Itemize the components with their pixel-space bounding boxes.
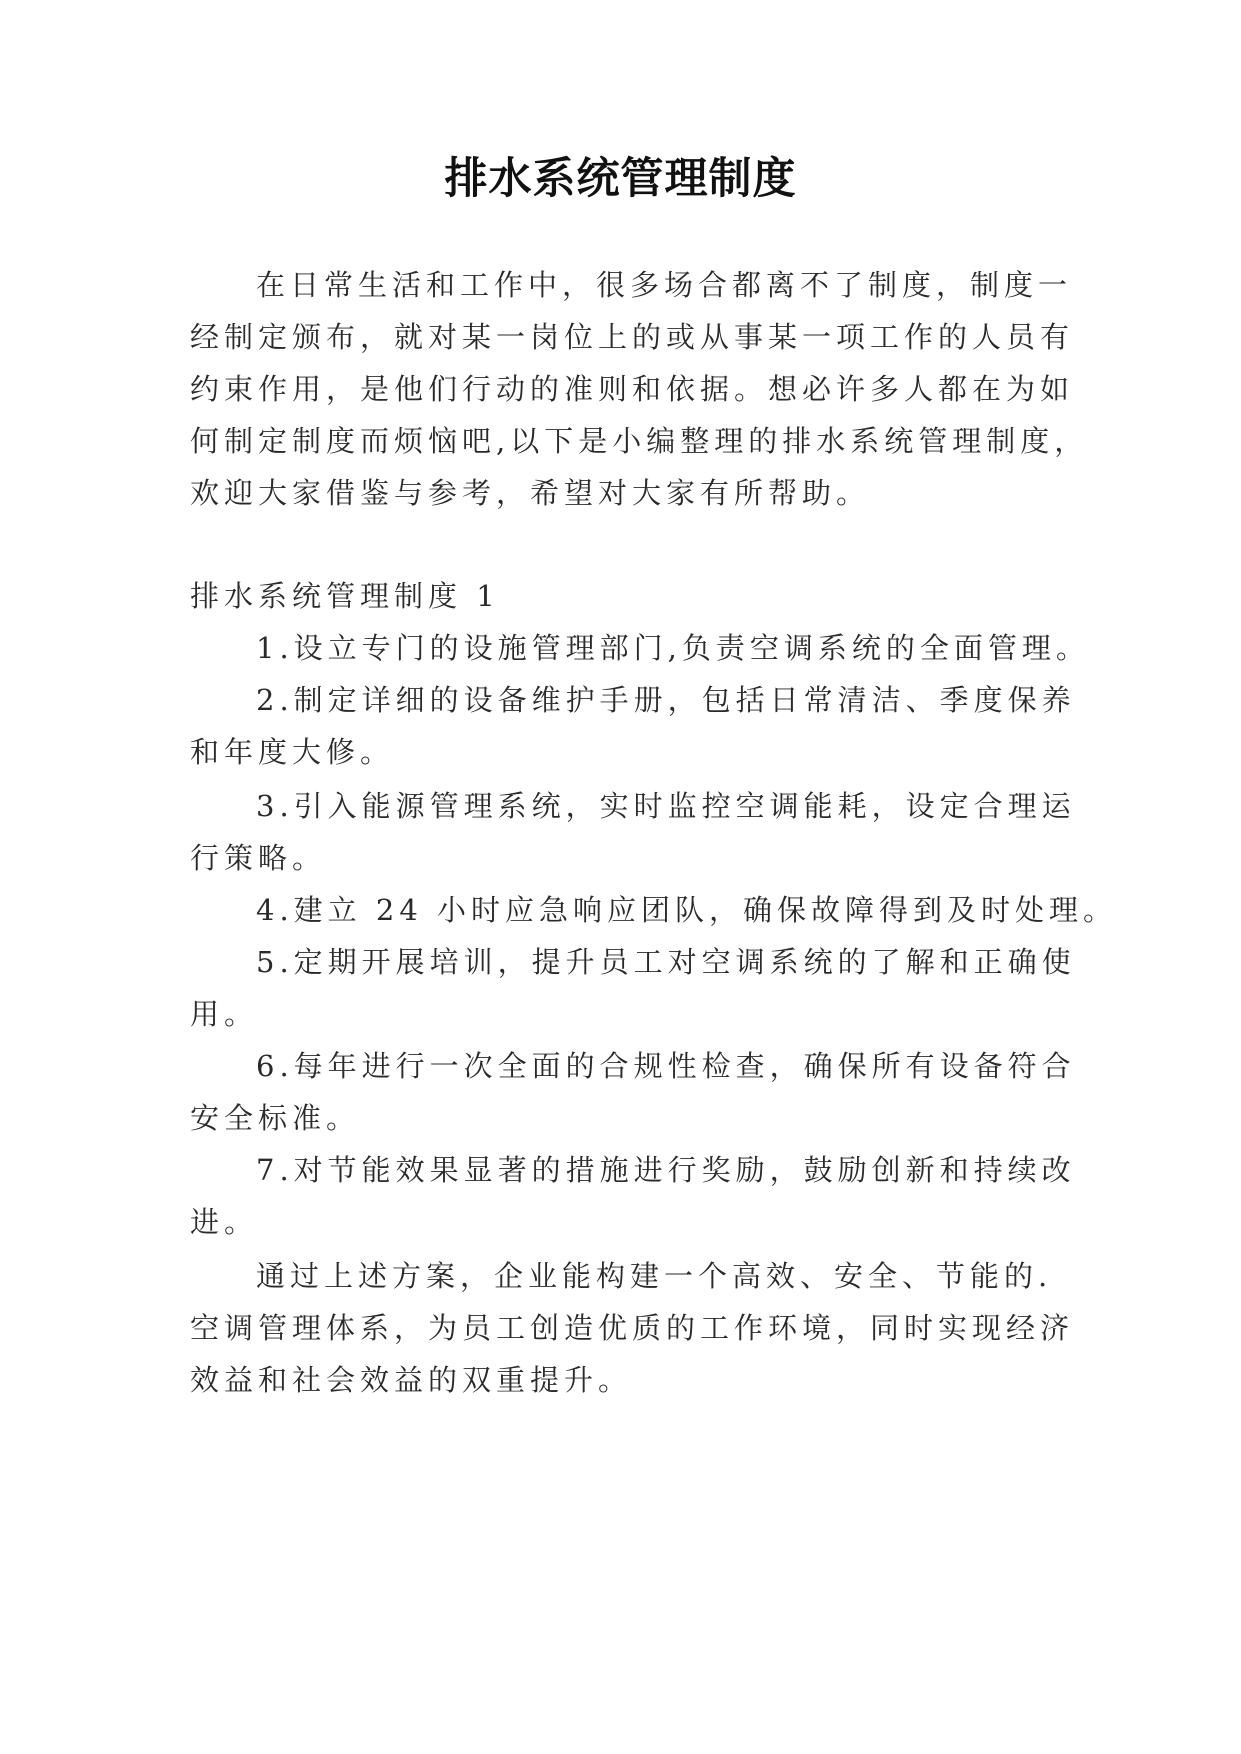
item-3-line-2: 行策略。	[190, 841, 327, 875]
intro-line-1: 在日常生活和工作中，很多场合都离不了制度，制度一	[256, 268, 1073, 302]
intro-line-3: 约束作用，是他们行动的准则和依据。想必许多人都在为如	[190, 372, 1075, 406]
intro-line-5: 欢迎大家借鉴与参考，希望对大家有所帮助。	[190, 476, 871, 510]
item-5-line-1: 5.定期开展培训，提升员工对空调系统的了解和正确使	[256, 945, 1076, 979]
section-heading: 排水系统管理制度 1	[190, 579, 500, 613]
document-title: 排水系统管理制度	[444, 154, 797, 204]
item-1-line-1: 1.设立专门的设施管理部门,负责空调系统的全面管理。	[256, 631, 1090, 665]
item-7-line-1: 7.对节能效果显著的措施进行奖励，鼓励创新和持续改	[256, 1153, 1076, 1187]
item-7-line-2: 进。	[190, 1205, 259, 1239]
item-5-line-2: 用。	[190, 997, 259, 1031]
item-6-line-2: 安全标准。	[190, 1101, 361, 1135]
item-3-line-1: 3.引入能源管理系统，实时监控空调能耗，设定合理运	[256, 789, 1076, 823]
intro-line-2: 经制定颁布，就对某一岗位上的或从事某一项工作的人员有	[190, 320, 1075, 354]
item-2-line-1: 2.制定详细的设备维护手册，包括日常清洁、季度保养	[256, 683, 1076, 717]
conclusion-line-3: 效益和社会效益的双重提升。	[190, 1363, 633, 1397]
conclusion-line-1: 通过上述方案，企业能构建一个高效、安全、节能的.	[256, 1259, 1053, 1293]
conclusion-line-2: 空调管理体系，为员工创造优质的工作环境，同时实现经济	[190, 1311, 1075, 1345]
item-4-line-1: 4.建立 24 小时应急响应团队，确保故障得到及时处理。	[256, 893, 1118, 927]
item-6-line-1: 6.每年进行一次全面的合规性检查，确保所有设备符合	[256, 1049, 1076, 1083]
intro-line-4: 何制定制度而烦恼吧,以下是小编整理的排水系统管理制度，	[190, 424, 1089, 458]
item-2-line-2: 和年度大修。	[190, 735, 395, 769]
